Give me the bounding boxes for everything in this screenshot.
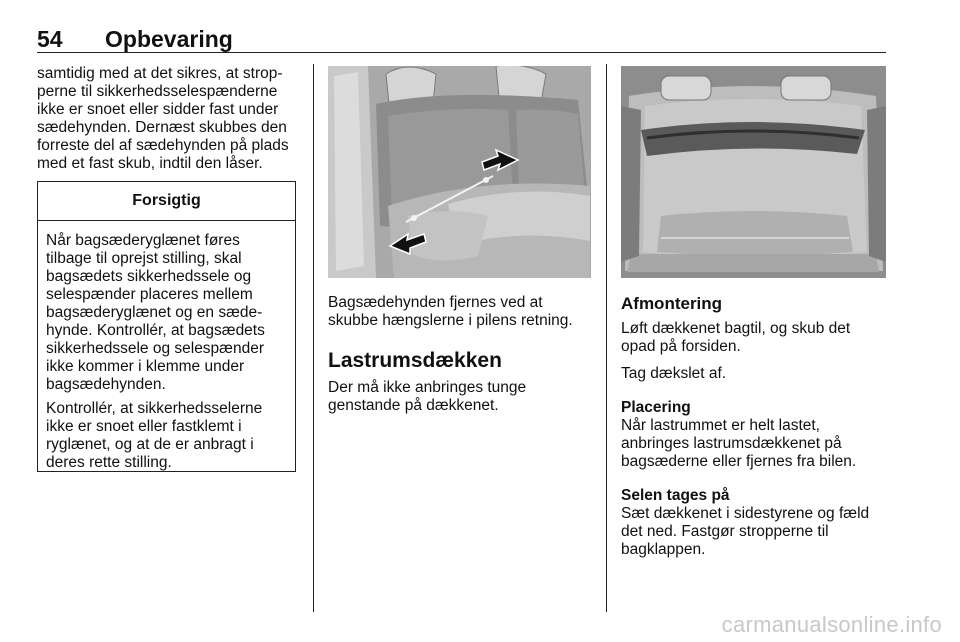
text-line: med et fast skub, indtil den låser. xyxy=(37,155,263,172)
text-line: bagklappen. xyxy=(621,541,706,558)
watermark: carmanualsonline.info xyxy=(721,612,942,637)
caution-paragraph xyxy=(46,232,287,394)
caution-body xyxy=(38,221,295,472)
column-divider-left xyxy=(313,64,314,612)
caution-paragraph xyxy=(46,400,287,472)
text-line: Løft dækkenet bagtil, og skub det xyxy=(621,320,851,337)
text-line: perne til sikkerhedsselespænderne xyxy=(37,83,278,100)
text-line: Tag dækslet af. xyxy=(621,365,727,382)
fitting-heading: Selen tages på xyxy=(621,487,730,504)
intro-paragraph xyxy=(37,65,302,173)
text-line: ikke er snoet eller fastklemt i xyxy=(46,418,242,435)
text-line: Kontrollér, at sikkerhedsselerne xyxy=(46,400,263,417)
text-line: ryglænet, og at de er anbragt i xyxy=(46,436,254,453)
page-number: 54 xyxy=(37,26,63,52)
cargo-cover-drawing xyxy=(621,66,886,278)
text-line: anbringes lastrumsdækkenet på xyxy=(621,435,842,452)
placement-heading: Placering xyxy=(621,399,691,416)
text-line: Der må ikke anbringes tunge xyxy=(328,379,527,396)
text-line: deres rette stilling. xyxy=(46,454,172,471)
text-line: opad på forsiden. xyxy=(621,338,741,355)
text-line: skubbe hængslerne i pilens retning. xyxy=(328,312,573,329)
text-line: sædehynden. Dernæst skubbes den xyxy=(37,119,287,136)
text-line: genstande på dækkenet. xyxy=(328,397,499,414)
removal-section xyxy=(621,294,891,568)
section-title: Opbevaring xyxy=(105,26,233,52)
text-line: bagsæderyglænet og en sæde- xyxy=(46,304,263,321)
cargo-cover-illustration xyxy=(621,66,886,278)
text-line: samtidig med at det sikres, at strop- xyxy=(37,65,283,82)
text-line: ikke kommer i klemme under xyxy=(46,358,245,375)
removal-heading: Afmontering xyxy=(621,294,723,313)
caution-box xyxy=(37,181,296,472)
section-heading: Lastrumsdækken xyxy=(328,349,502,372)
text-line: bagsædehynden. xyxy=(46,376,166,393)
column-divider-right xyxy=(606,64,607,612)
caution-title: Forsigtig xyxy=(38,182,295,221)
paragraph xyxy=(621,320,891,356)
rear-seat-illustration xyxy=(328,66,591,278)
rear-seat-drawing xyxy=(328,66,591,278)
text-line: Bagsædehynden fjernes ved at xyxy=(328,294,543,311)
text-line: hynde. Kontrollér, at bagsædets xyxy=(46,322,265,339)
header-rule xyxy=(37,52,886,53)
figure-caption xyxy=(328,294,600,330)
text-line: det ned. Fastgør stropperne til xyxy=(621,523,829,540)
text-line: selespænder placeres mellem xyxy=(46,286,253,303)
text-line: Når bagsæderyglænet føres xyxy=(46,232,240,249)
paragraph xyxy=(621,505,891,559)
text-line: bagsæderne eller fjernes fra bilen. xyxy=(621,453,857,470)
text-line: sikkerhedssele og selespænder xyxy=(46,340,264,357)
text-line: Sæt dækkenet i sidestyrene og fæld xyxy=(621,505,870,522)
text-line: ikke er snoet eller sidder fast under xyxy=(37,101,279,118)
text-line: tilbage til oprejst stilling, skal xyxy=(46,250,242,267)
paragraph xyxy=(621,417,891,471)
paragraph xyxy=(621,365,891,383)
cargo-cover-section xyxy=(328,349,600,415)
text-line: Når lastrummet er helt lastet, xyxy=(621,417,820,434)
text-line: bagsædets sikkerhedssele og xyxy=(46,268,252,285)
text-line: forreste del af sædehynden på plads xyxy=(37,137,289,154)
